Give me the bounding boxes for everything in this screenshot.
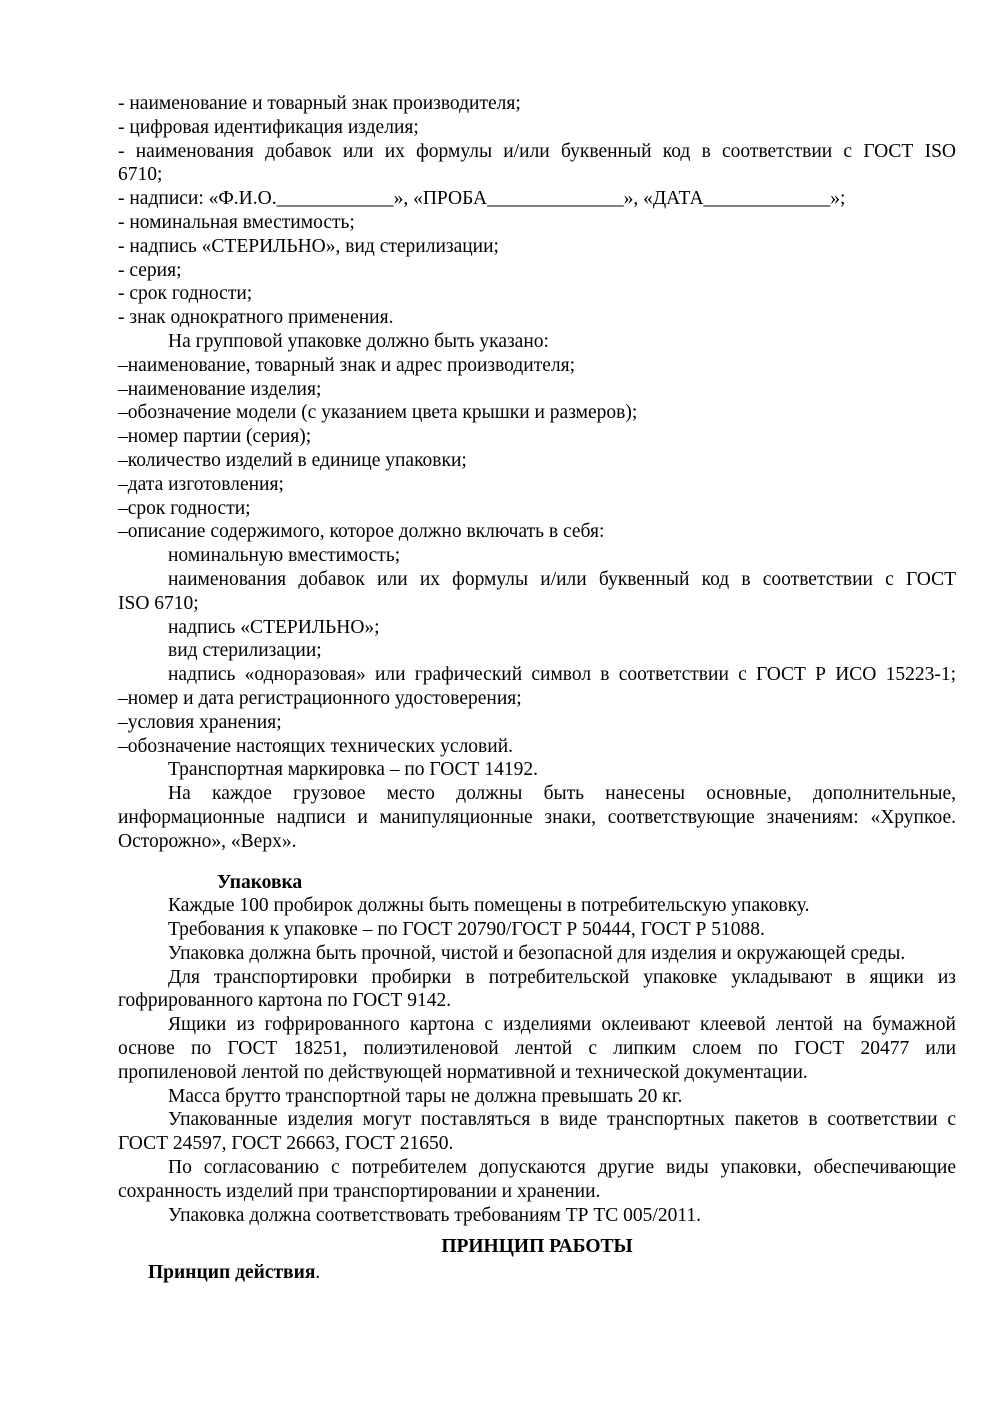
packaging-line: сохранность изделий при транспортировании и хранении. <box>118 1180 601 1202</box>
marking-line: информационные надписи и манипуляционные знаки, соответствующие значениям: «Хрупкое. <box>118 806 956 828</box>
marking-line: надпись «одноразовая» или графический символ в соответствии с ГОСТ Р ИСО 15223-1; <box>168 664 956 686</box>
packaging-line: гофрированного картона по ГОСТ 9142. <box>118 990 452 1012</box>
packaging-line: Требования к упаковке – по ГОСТ 20790/ГОСТ Р 50444, ГОСТ Р 51088. <box>168 919 765 941</box>
principle-section-title: ПРИНЦИП РАБОТЫ <box>441 1236 633 1258</box>
marking-line: номинальную вместимость; <box>168 545 401 567</box>
marking-line: –обозначение модели (с указанием цвета крышки и размеров); <box>118 402 638 424</box>
packaging-line: По согласованию с потребителем допускаются другие виды упаковки, обеспечивающие <box>168 1157 956 1179</box>
marking-line: –номер и дата регистрационного удостоверения; <box>118 687 522 709</box>
marking-line: - срок годности; <box>118 283 253 305</box>
packaging-line: основе по ГОСТ 18251, полиэтиленовой лентой с липким слоем по ГОСТ 20477 или <box>118 1038 956 1060</box>
packaging-section-title: Упаковка <box>217 871 303 893</box>
marking-line: - цифровая идентификация изделия; <box>118 116 419 138</box>
marking-line: ISO 6710; <box>118 592 199 614</box>
marking-line: - наименование и товарный знак производителя; <box>118 93 521 114</box>
marking-line: - надпись «СТЕРИЛЬНО», вид стерилизации; <box>118 235 499 257</box>
marking-line: –количество изделий в единице упаковки; <box>118 449 467 471</box>
packaging-line: Упаковка должна быть прочной, чистой и безопасной для изделия и окружающей среды. <box>168 942 906 964</box>
packaging-line: ГОСТ 24597, ГОСТ 26663, ГОСТ 21650. <box>118 1133 454 1155</box>
marking-line: –условия хранения; <box>118 711 282 733</box>
principle-subsection-title-period: . <box>315 1262 321 1284</box>
packaging-line: Для транспортировки пробирки в потребительской упаковке укладывают в ящики из <box>168 966 956 988</box>
packaging-line: Каждые 100 пробирок должны быть помещены в потребительскую упаковку. <box>168 895 810 917</box>
marking-line: –номер партии (серия); <box>118 426 312 448</box>
marking-line: - надписи: «Ф.И.О.____________», «ПРОБА______________», «ДАТА_____________»; <box>118 188 846 210</box>
principle-subsection-title <box>118 1261 956 1285</box>
marking-line: –наименование, товарный знак и адрес производителя; <box>118 354 575 376</box>
marking-line: –описание содержимого, которое должно включать в себя: <box>118 521 605 543</box>
marking-line: - номинальная вместимость; <box>118 211 355 233</box>
marking-line: –наименование изделия; <box>118 378 322 400</box>
marking-line: –дата изготовления; <box>118 473 284 495</box>
principle-subsection-title-text: Принцип действия <box>148 1262 316 1284</box>
marking-line: Осторожно», «Верх». <box>118 830 297 852</box>
marking-line: На групповой упаковке должно быть указано: <box>168 330 549 352</box>
marking-line: - наименования добавок или их формулы и/или буквенный код в соответствии с ГОСТ ISO <box>118 140 956 162</box>
marking-line: - знак однократного применения. <box>118 307 394 329</box>
marking-line: На каждое грузовое место должны быть нанесены основные, дополнительные, <box>168 783 956 805</box>
marking-line: вид стерилизации; <box>168 640 322 662</box>
marking-line: надпись «СТЕРИЛЬНО»; <box>168 616 380 638</box>
packaging-line: Ящики из гофрированного картона с изделиями оклеивают клеевой лентой на бумажной <box>168 1014 956 1036</box>
marking-line: Транспортная маркировка – по ГОСТ 14192. <box>168 759 538 781</box>
packaging-line: Масса брутто транспортной тары не должна превышать 20 кг. <box>168 1085 683 1107</box>
packaging-line: Упакованные изделия могут поставляться в виде транспортных пакетов в соответствии с <box>168 1109 956 1131</box>
packaging-line: Упаковка должна соответствовать требованиям ТР ТС 005/2011. <box>168 1204 701 1226</box>
marking-line: 6710; <box>118 164 163 186</box>
packaging-line: пропиленовой лентой по действующей нормативной и технической документации. <box>118 1061 808 1083</box>
marking-line: –обозначение настоящих технических условий. <box>118 735 513 757</box>
marking-line: - серия; <box>118 259 182 281</box>
marking-line: –срок годности; <box>118 497 251 519</box>
marking-line: наименования добавок или их формулы и/или буквенный код в соответствии с ГОСТ <box>168 568 956 590</box>
